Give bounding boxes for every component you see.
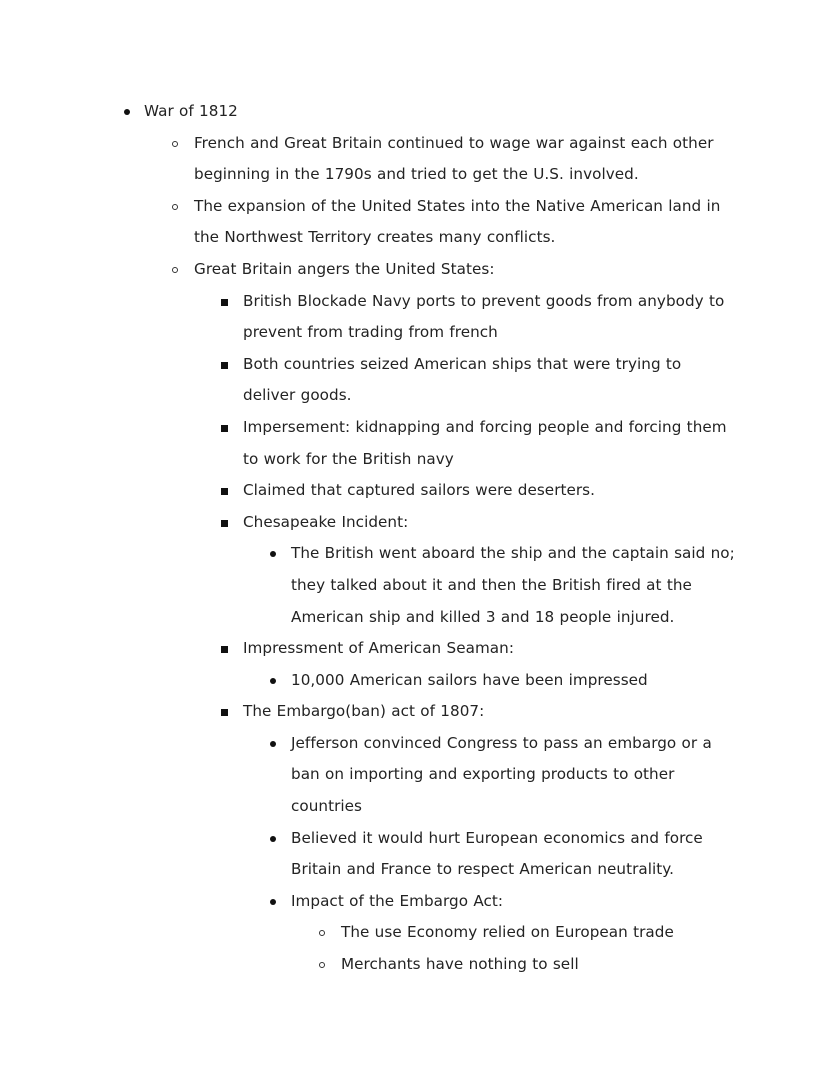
outline-item-line [0, 286, 828, 349]
outline-item[interactable] [0, 728, 828, 823]
outline-item-text: The expansion of the United States into the Native American land in the Northwest Territory creates many conflicts. [194, 196, 726, 247]
outline-item-text: French and Great Britain continued to wage war against each other beginning in the 1790s and tried to get the U.S. involved. [194, 133, 719, 184]
square-bullet [221, 362, 228, 369]
square-bullet [221, 709, 228, 716]
outline-item-text: War of 1812 [144, 102, 238, 120]
outline-item-line [0, 254, 828, 286]
outline-item-text: Chesapeake Incident: [243, 512, 409, 531]
outline-item[interactable] [0, 128, 828, 191]
outline-item-line [0, 412, 828, 475]
outline-item[interactable] [0, 949, 828, 981]
outline-item-text: Believed it would hurt European economics and force Britain and France to respect American neutrality. [291, 828, 709, 879]
outline-item-line [0, 349, 828, 412]
outline-item[interactable] [0, 191, 828, 254]
outline-item-text: Claimed that captured sailors were deserters. [243, 481, 596, 500]
square-bullet [221, 299, 228, 306]
disc-bullet [270, 836, 276, 842]
outline-item-text: British Blockade Navy ports to prevent goods from anybody to prevent from trading from french [243, 291, 730, 342]
disc-bullet [270, 899, 276, 905]
outline-item-line [0, 633, 828, 665]
disc-bullet [270, 678, 276, 684]
outline-item-text: The British went aboard the ship and the captain said no; they talked about it and then the British fired at the American ship and killed 3 and 18 people injured. [291, 544, 741, 626]
outline-item[interactable] [0, 254, 828, 286]
square-bullet [221, 520, 228, 527]
outline-item-text: Great Britain angers the United States: [194, 259, 495, 278]
circle-bullet [319, 962, 325, 968]
outline-item-line [0, 96, 828, 128]
outline-item-line [0, 886, 828, 918]
outline-item-line [0, 538, 828, 633]
circle-bullet [172, 141, 178, 147]
outline-item[interactable] [0, 349, 828, 412]
outline-item-text: 10,000 American sailors have been impressed [291, 670, 648, 689]
outline-list [0, 96, 828, 981]
outline-item[interactable] [0, 633, 828, 665]
square-bullet [221, 488, 228, 495]
outline-item-line [0, 128, 828, 191]
square-bullet [221, 425, 228, 432]
outline-item[interactable] [0, 412, 828, 475]
outline-item-line [0, 191, 828, 254]
outline-item-line [0, 475, 828, 507]
outline-item-text: Merchants have nothing to sell [341, 955, 579, 974]
disc-bullet [270, 741, 276, 747]
outline-item-text: The use Economy relied on European trade [341, 923, 674, 942]
outline-item-text: Jefferson convinced Congress to pass an embargo or a ban on importing and exporting products to other countries [291, 733, 718, 816]
circle-bullet [319, 930, 325, 936]
outline-item[interactable] [0, 507, 828, 539]
circle-bullet [172, 204, 178, 210]
disc-bullet [270, 551, 276, 557]
outline-item[interactable] [0, 696, 828, 728]
outline-item-text: Impersement: kidnapping and forcing people and forcing them to work for the British navy [243, 417, 732, 468]
disc-bullet [124, 109, 130, 115]
circle-bullet [172, 267, 178, 273]
outline-item[interactable] [0, 538, 828, 633]
outline-item[interactable] [0, 96, 828, 128]
outline-item[interactable] [0, 917, 828, 949]
outline-item-line [0, 728, 828, 823]
outline-item[interactable] [0, 286, 828, 349]
outline-item-line [0, 507, 828, 539]
outline-item[interactable] [0, 886, 828, 918]
outline-item-line [0, 665, 828, 697]
outline-item-line [0, 823, 828, 886]
outline-item[interactable] [0, 665, 828, 697]
outline-item[interactable] [0, 823, 828, 886]
outline-item[interactable] [0, 475, 828, 507]
outline-item-text: The Embargo(ban) act of 1807: [243, 702, 485, 721]
outline-item-line [0, 696, 828, 728]
outline-item-line [0, 949, 828, 981]
outline-item-text: Impact of the Embargo Act: [291, 891, 504, 910]
square-bullet [221, 646, 228, 653]
outline-item-line [0, 917, 828, 949]
outline-item-text: Both countries seized American ships that were trying to deliver goods. [243, 354, 687, 405]
outline-item-text: Impressment of American Seaman: [243, 639, 514, 658]
